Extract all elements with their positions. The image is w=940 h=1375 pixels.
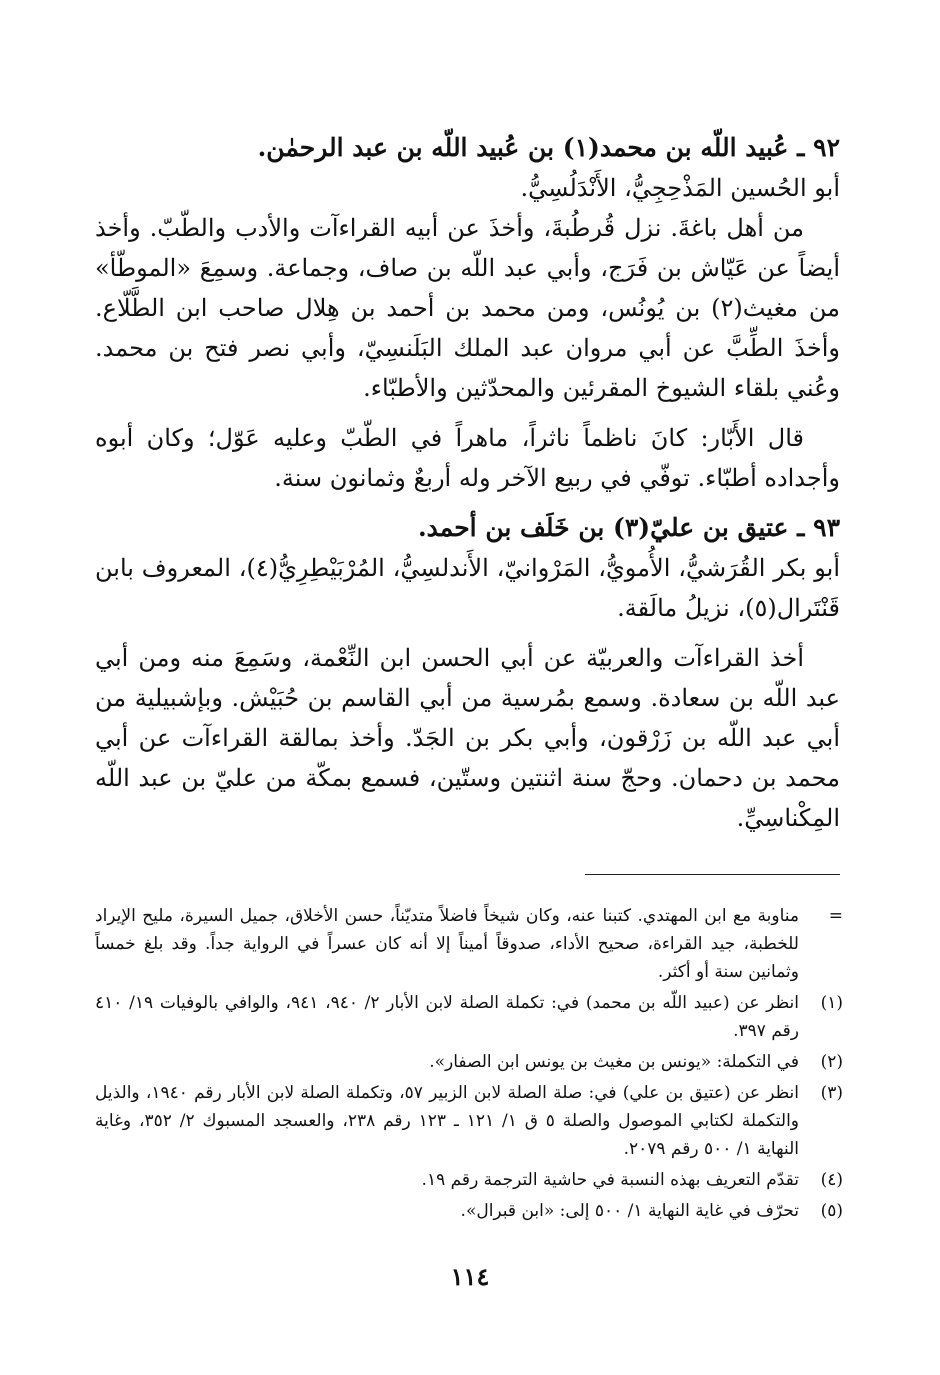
- footnotes: [95, 902, 843, 1228]
- footnote-separator: [585, 874, 840, 875]
- entry-92: [95, 128, 840, 498]
- footnote: [95, 1166, 843, 1194]
- footnote-number: (٤): [820, 1170, 843, 1190]
- footnote-text: مناوبة مع ابن المهتدي. كتبنا عنه، وكان شيخاً فاضلاً متديّناً، حسن الأخلاق، جميل السيرة، مليح الإيراد للخطبة، جيد القراءة، صحيح الأداء، صدوقاً أميناً إلا أنه كان عسراً في الرواية جداً. وقد بلغ خمساً وثمانين سنة أو أكثر.: [95, 906, 799, 982]
- footnote-number: (٣): [820, 1083, 843, 1103]
- footnote: [95, 1079, 843, 1163]
- footnote-text: تقدّم التعريف بهذه النسبة في حاشية الترجمة رقم ١٩.: [421, 1170, 799, 1190]
- footnote-text: انظر عن (عتيق بن علي) في: صلة الصلة لابن الزبير ٥٧، وتكملة الصلة لابن الأبار رقم ١٩٤٠، والذيل والتكملة لكتابي الموصول والصلة ٥ ق ١/ ١٢١ ـ ١٢٣ رقم ٢٣٨، والعسجد المسبوك ٢/ ٣٥٢، وغاية النهاية ١/ ٥٠٠ رقم ٢٠٧٩.: [95, 1083, 799, 1159]
- footnote-text: انظر عن (عبيد اللّه بن محمد) في: تكملة الصلة لابن الأبار ٢/ ٩٤٠، ٩٤١، والوافي بالوفيات ١٩/ ٤١٠ رقم ٣٩٧.: [95, 993, 799, 1041]
- entry-93: [95, 508, 840, 838]
- footnote-number: =: [828, 906, 843, 926]
- main-text: [95, 128, 840, 838]
- entry-subtitle: أبو الحُسين المَذْحِجِيُّ، الأَنْدَلُسِيُّ.: [520, 174, 840, 202]
- footnote: [95, 902, 843, 986]
- footnote: [95, 1048, 843, 1076]
- entry-title: ٩٢ ـ عُبيد اللّه بن محمد(١) بن عُبيد اللّه بن عبد الرحمٰن.: [257, 133, 840, 162]
- footnote-number: (٥): [820, 1201, 843, 1221]
- entry-paragraph: قال الأَبّار: كانَ ناظماً ناثراً، ماهراً في الطّبّ وعليه عَوّل؛ وكان أبوه وأجداده أطبّاء. توفّي في ربيع الآخر وله أربعٌ وثمانون سنة.: [95, 424, 840, 492]
- footnote-text: تحرّف في غاية النهاية ١/ ٥٠٠ إلى: «ابن قبرال».: [460, 1201, 799, 1221]
- footnote-text: في التكملة: «يونس بن مغيث بن يونس ابن الصفار».: [429, 1052, 799, 1072]
- page-number: ١١٤: [450, 1262, 490, 1291]
- entry-subtitle: أبو بكر القُرَشيُّ، الأُمويُّ، المَرْوانيّ، الأَندلسِيُّ، المُرْبَيْطِرِيُّ(٤)، المعروف بابن قَنْتَرال(٥)، نزيلُ مالَقة.: [95, 554, 841, 622]
- entry-title: ٩٣ ـ عتيق بن عليّ(٣) بن خَلَف بن أحمد.: [417, 513, 840, 542]
- footnote-number: (٢): [820, 1052, 843, 1072]
- footnote: [95, 1197, 843, 1225]
- entry-paragraph: من أهل باغةَ. نزل قُرطُبةَ، وأخذَ عن أبيه القراءآت والأدب والطّبّ. وأخذ أيضاً عن عَيّاش بن فَرَج، وأبي عبد اللّه بن صاف، وجماعة. وسمِعَ «الموطّأ» من مغيث(٢) بن يُونُس، ومن محمد بن أحمد بن هِلال صاحب ابن الطَّلّاع. وأخذَ الطِّبَّ عن أبي مروان عبد الملك البَلَنسِيّ، وأبي نصر فتح بن محمد. وعُني بلقاء الشيوخ المقرئين والمحدّثين والأطبّاء.: [95, 214, 840, 402]
- footnote-number: (١): [820, 993, 843, 1013]
- entry-paragraph: أخذ القراءآت والعربيّة عن أبي الحسن ابن النِّعْمة، وسَمِعَ منه ومن أبي عبد اللّه بن سعادة. وسمع بمُرسية من أبي القاسم بن حُبَيْش. وبإشبيلية من أبي عبد اللّه بن زَرْقون، وأبي بكر بن الجَدّ. وأخذ بمالقة القراءآت عن أبي محمد بن دحمان. وحجّ سنة اثنتين وستّين، فسمع بمكّة من عليّ بن عبد اللّه المِكْناسِيِّ.: [95, 644, 841, 832]
- footnote: [95, 989, 843, 1045]
